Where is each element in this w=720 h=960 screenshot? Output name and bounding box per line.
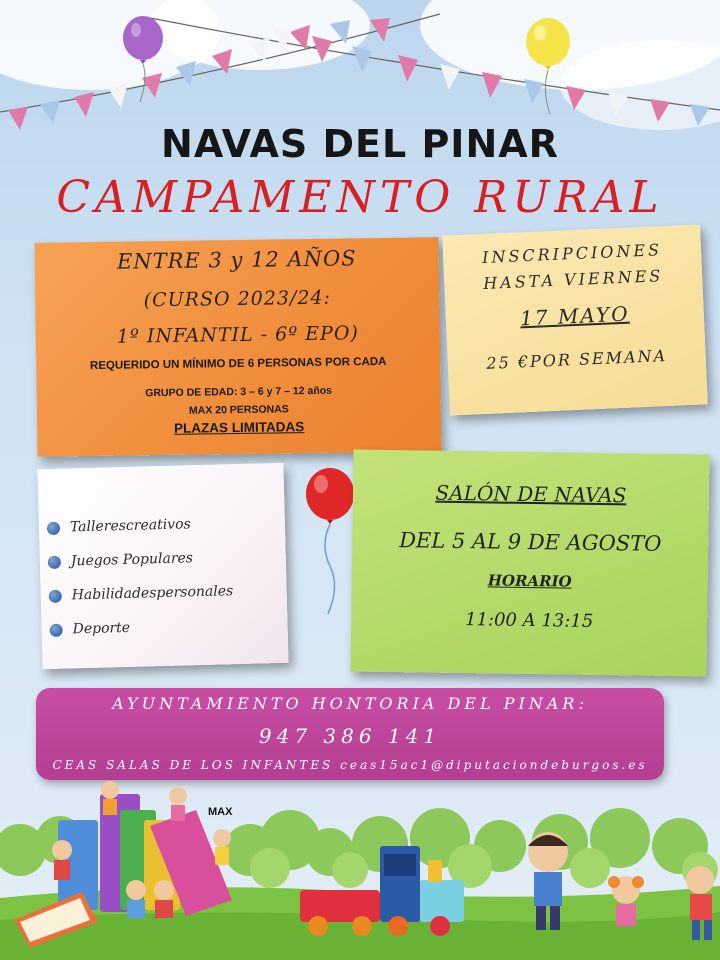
venue-text: SALÓN DE NAVAS <box>435 480 627 508</box>
list-item <box>48 578 233 609</box>
list-item <box>47 511 191 541</box>
page-title: NAVAS DEL PINAR <box>161 122 559 166</box>
activity-label: Juegos Populares <box>70 550 194 570</box>
registration-note <box>442 224 708 415</box>
max-people-text: MAX 20 PERSONAS <box>188 403 289 417</box>
schedule-label: HORARIO <box>487 571 572 591</box>
list-item <box>48 545 194 575</box>
registration-label: INSCRIPCIONES <box>481 240 663 267</box>
limited-places-text: PLAZAS LIMITADAS <box>173 419 305 436</box>
minimum-requirement-text: REQUERIDO UN MÍNIMO DE 6 PERSONAS POR CADA <box>89 355 387 373</box>
phone-number: 947 386 141 <box>258 724 442 748</box>
activity-label: Habilidadespersonales <box>71 583 234 604</box>
age-group-text: GRUPO DE EDAD: 3 – 6 y 7 – 12 años <box>145 384 333 400</box>
age-range-text: ENTRE 3 y 12 AÑOS <box>116 246 357 274</box>
age-info-note <box>35 237 442 457</box>
course-text: (CURSO 2023/24: <box>143 286 332 312</box>
children-illustration <box>0 780 720 960</box>
bullet-icon <box>48 555 61 568</box>
dates-text: DEL 5 AL 9 DE AGOSTO <box>398 528 662 556</box>
page-subtitle: CAMPAMENTO RURAL <box>56 172 664 223</box>
list-item <box>49 615 130 643</box>
price-text: 25 €POR SEMANA <box>486 346 668 373</box>
yellow-balloon <box>520 16 576 116</box>
bullet-icon <box>47 521 60 534</box>
bullet-icon <box>49 623 62 636</box>
bullet-icon <box>49 589 62 602</box>
schedule-time: 11:00 A 13:15 <box>464 609 594 632</box>
deadline-date: 17 MAYO <box>519 301 631 331</box>
deadline-label: HASTA VIERNES <box>482 266 664 293</box>
council-text: AYUNTAMIENTO HONTORIA DEL PINAR: <box>112 694 588 713</box>
ceas-contact-text: CEAS SALAS DE LOS INFANTES ceas15ac1@diputaciondeburgos.es <box>52 758 648 772</box>
activity-label: Deporte <box>72 619 131 638</box>
activities-note <box>37 463 288 669</box>
contact-banner <box>36 688 664 780</box>
max-label: MAX <box>208 806 233 818</box>
activity-label: Tallerescreativos <box>69 516 191 536</box>
grades-text: 1º INFANTIL - 6º EPO) <box>116 322 360 348</box>
purple-balloon <box>118 14 168 104</box>
venue-note <box>350 450 709 677</box>
